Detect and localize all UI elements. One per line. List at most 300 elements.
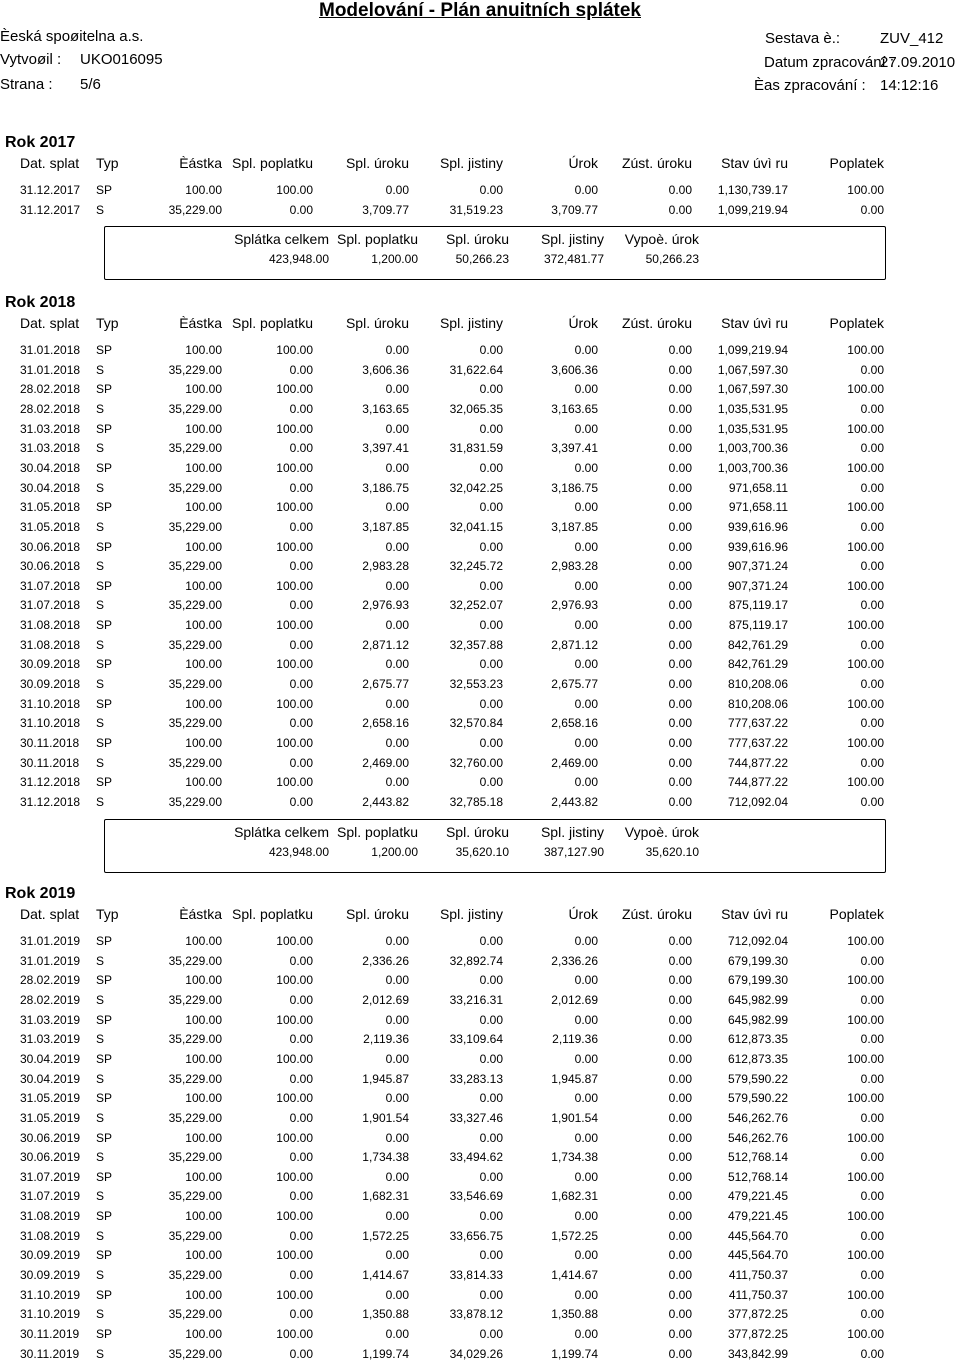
cell-interest: 3,186.75 <box>551 480 598 495</box>
cell-date: 31.08.2019 <box>20 1209 81 1224</box>
cell-interest: 0.00 <box>574 421 598 436</box>
column-header-type: Typ <box>96 906 119 922</box>
cell-loan-balance: 1,067,597.30 <box>717 382 788 397</box>
cell-amount: 35,229.00 <box>168 1268 222 1283</box>
cell-remaining-interest: 0.00 <box>668 775 692 790</box>
cell-amount: 35,229.00 <box>168 1346 222 1361</box>
table-row <box>0 1072 960 1092</box>
cell-loan-balance: 777,637.22 <box>727 736 788 750</box>
summary-value-fee-payment: 1,200.00 <box>371 252 418 267</box>
cell-fee-payment: 100.00 <box>276 775 313 790</box>
cell-interest-payment: 0.00 <box>385 1287 409 1302</box>
table-row <box>0 756 960 776</box>
cell-type: S <box>96 1307 105 1322</box>
cell-interest: 3,606.36 <box>551 362 598 377</box>
cell-interest: 0.00 <box>574 460 598 475</box>
cell-remaining-interest: 0.00 <box>668 441 692 456</box>
cell-loan-balance: 445,564.70 <box>727 1248 788 1263</box>
cell-date: 31.08.2018 <box>20 637 81 652</box>
page-label: Strana : <box>0 76 53 93</box>
cell-principal-payment: 0.00 <box>479 500 503 515</box>
cell-fee-payment: 0.00 <box>289 992 313 1007</box>
cell-remaining-interest: 0.00 <box>668 1268 692 1283</box>
year-title: Rok 2017 <box>5 134 76 151</box>
cell-principal-payment: 0.00 <box>479 183 503 197</box>
cell-date: 28.02.2018 <box>20 401 81 416</box>
cell-loan-balance: 939,616.96 <box>727 539 788 554</box>
cell-loan-balance: 546,262.76 <box>727 1110 788 1125</box>
cell-fee-payment: 0.00 <box>289 953 313 968</box>
cell-type: SP <box>96 539 113 554</box>
cell-remaining-interest: 0.00 <box>668 1248 692 1263</box>
table-row <box>0 1032 960 1052</box>
cell-date: 30.11.2019 <box>20 1327 80 1341</box>
table-row <box>0 1170 960 1190</box>
cell-fee-payment: 0.00 <box>289 1110 313 1125</box>
column-header-fee-payment: Spl. poplatku <box>232 906 313 922</box>
table-row <box>0 461 960 481</box>
cell-type: S <box>96 559 105 574</box>
cell-date: 31.10.2019 <box>20 1307 81 1322</box>
cell-fee-payment: 100.00 <box>276 382 313 397</box>
column-header-row <box>0 906 960 926</box>
cell-interest-payment: 0.00 <box>385 382 409 397</box>
cell-remaining-interest: 0.00 <box>668 500 692 515</box>
cell-principal-payment: 33,546.69 <box>449 1189 503 1204</box>
cell-amount: 100.00 <box>185 736 222 750</box>
cell-fee: 100.00 <box>847 1012 884 1027</box>
cell-date: 30.06.2019 <box>20 1150 81 1165</box>
cell-fee: 0.00 <box>860 480 884 495</box>
cell-type: S <box>96 598 105 613</box>
cell-amount: 100.00 <box>185 1209 222 1224</box>
cell-loan-balance: 971,658.11 <box>728 500 788 515</box>
cell-type: S <box>96 716 105 731</box>
cell-loan-balance: 479,221.45 <box>727 1189 788 1204</box>
cell-interest: 1,199.74 <box>551 1346 598 1361</box>
cell-loan-balance: 411,750.37 <box>728 1287 788 1302</box>
column-header-fee: Poplatek <box>829 155 884 171</box>
cell-date: 31.10.2018 <box>20 716 81 731</box>
cell-principal-payment: 32,357.88 <box>449 637 503 652</box>
cell-fee: 100.00 <box>847 1169 884 1184</box>
table-row <box>0 1248 960 1268</box>
cell-remaining-interest: 0.00 <box>668 183 692 197</box>
cell-fee: 0.00 <box>860 1307 884 1322</box>
cell-type: SP <box>96 1051 113 1066</box>
cell-remaining-interest: 0.00 <box>668 1346 692 1361</box>
cell-loan-balance: 1,003,700.36 <box>717 441 788 456</box>
cell-principal-payment: 0.00 <box>479 578 503 593</box>
cell-fee-payment: 100.00 <box>276 1091 313 1106</box>
cell-interest: 0.00 <box>574 657 598 672</box>
cell-loan-balance: 445,564.70 <box>727 1228 788 1243</box>
cell-fee: 100.00 <box>847 460 884 475</box>
cell-date: 30.11.2018 <box>20 755 80 770</box>
cell-fee: 0.00 <box>860 1110 884 1125</box>
cell-amount: 35,229.00 <box>168 362 222 377</box>
cell-remaining-interest: 0.00 <box>668 559 692 574</box>
cell-amount: 100.00 <box>185 578 222 593</box>
summary-header-computed-interest: Vypoè. úrok <box>624 823 699 840</box>
cell-date: 28.02.2019 <box>20 992 81 1007</box>
cell-fee-payment: 100.00 <box>276 1169 313 1184</box>
cell-interest: 0.00 <box>574 973 598 988</box>
cell-amount: 100.00 <box>185 775 222 790</box>
cell-date: 30.06.2018 <box>20 539 81 554</box>
column-header-row <box>0 155 960 175</box>
cell-remaining-interest: 0.00 <box>668 382 692 397</box>
cell-fee-payment: 0.00 <box>289 1150 313 1165</box>
cell-fee: 100.00 <box>847 934 884 948</box>
cell-principal-payment: 32,245.72 <box>449 559 503 574</box>
cell-loan-balance: 1,130,739.17 <box>717 183 788 197</box>
cell-interest-payment: 1,901.54 <box>362 1110 409 1125</box>
cell-interest-payment: 0.00 <box>385 1130 409 1145</box>
cell-principal-payment: 33,878.12 <box>449 1307 503 1322</box>
cell-type: SP <box>96 343 113 357</box>
cell-date: 31.05.2018 <box>20 500 81 515</box>
cell-remaining-interest: 0.00 <box>668 1091 692 1106</box>
table-row <box>0 1229 960 1249</box>
summary-value-computed-interest: 50,266.23 <box>645 252 699 267</box>
cell-fee: 0.00 <box>860 716 884 731</box>
cell-date: 30.06.2019 <box>20 1130 81 1145</box>
cell-amount: 100.00 <box>185 343 222 357</box>
cell-date: 31.05.2019 <box>20 1091 81 1106</box>
cell-amount: 100.00 <box>185 382 222 397</box>
cell-type: S <box>96 519 105 534</box>
table-row <box>0 954 960 974</box>
table-row <box>0 481 960 501</box>
cell-amount: 35,229.00 <box>168 953 222 968</box>
cell-amount: 35,229.00 <box>168 519 222 534</box>
table-row <box>0 382 960 402</box>
cell-type: SP <box>96 421 113 436</box>
cell-remaining-interest: 0.00 <box>668 736 692 750</box>
cell-principal-payment: 0.00 <box>479 460 503 475</box>
cell-fee: 100.00 <box>847 775 884 790</box>
cell-type: S <box>96 992 105 1007</box>
cell-interest-payment: 1,350.88 <box>362 1307 409 1322</box>
cell-amount: 35,229.00 <box>168 677 222 692</box>
cell-interest: 0.00 <box>574 736 598 750</box>
cell-date: 31.12.2017 <box>20 202 81 217</box>
cell-principal-payment: 33,494.62 <box>449 1150 503 1165</box>
cell-remaining-interest: 0.00 <box>668 519 692 534</box>
cell-fee-payment: 100.00 <box>276 1287 313 1302</box>
cell-principal-payment: 32,042.25 <box>449 480 503 495</box>
cell-loan-balance: 744,877.22 <box>727 775 788 790</box>
table-row <box>0 1052 960 1072</box>
cell-loan-balance: 907,371.24 <box>727 559 788 574</box>
cell-amount: 100.00 <box>185 1248 222 1263</box>
cell-type: SP <box>96 1130 113 1145</box>
cell-interest: 2,983.28 <box>551 559 598 574</box>
cell-interest: 1,945.87 <box>551 1071 598 1086</box>
page-value: 5/6 <box>80 76 101 93</box>
cell-type: S <box>96 637 105 652</box>
cell-principal-payment: 33,327.46 <box>449 1110 503 1125</box>
cell-interest: 1,572.25 <box>551 1228 598 1243</box>
cell-interest-payment: 0.00 <box>385 460 409 475</box>
column-header-fee: Poplatek <box>829 315 884 331</box>
cell-remaining-interest: 0.00 <box>668 1071 692 1086</box>
cell-interest: 2,871.12 <box>551 637 598 652</box>
column-header-fee-payment: Spl. poplatku <box>232 155 313 171</box>
cell-fee: 100.00 <box>847 1287 884 1302</box>
table-row <box>0 559 960 579</box>
cell-amount: 100.00 <box>185 421 222 436</box>
cell-fee: 100.00 <box>847 343 884 357</box>
cell-interest: 3,397.41 <box>551 441 598 456</box>
cell-fee: 0.00 <box>860 992 884 1007</box>
cell-fee: 100.00 <box>847 973 884 988</box>
cell-amount: 100.00 <box>185 696 222 711</box>
cell-remaining-interest: 0.00 <box>668 1150 692 1165</box>
cell-fee-payment: 100.00 <box>276 696 313 711</box>
cell-loan-balance: 1,067,597.30 <box>717 362 788 377</box>
cell-interest-payment: 0.00 <box>385 1248 409 1263</box>
cell-remaining-interest: 0.00 <box>668 794 692 809</box>
cell-date: 30.04.2019 <box>20 1051 81 1066</box>
cell-amount: 100.00 <box>185 618 222 633</box>
cell-type: SP <box>96 1248 113 1263</box>
column-header-principal-payment: Spl. jistiny <box>439 155 503 171</box>
table-row <box>0 203 960 223</box>
table-row <box>0 1347 960 1366</box>
cell-interest-payment: 2,983.28 <box>362 559 409 574</box>
cell-interest-payment: 0.00 <box>385 1091 409 1106</box>
cell-date: 31.01.2019 <box>20 934 81 948</box>
cell-principal-payment: 0.00 <box>479 1209 503 1224</box>
cell-interest-payment: 1,682.31 <box>362 1189 409 1204</box>
cell-principal-payment: 0.00 <box>479 1248 503 1263</box>
cell-loan-balance: 679,199.30 <box>727 973 788 988</box>
cell-interest: 0.00 <box>574 618 598 633</box>
cell-remaining-interest: 0.00 <box>668 1228 692 1243</box>
cell-interest-payment: 3,606.36 <box>362 362 409 377</box>
cell-fee: 100.00 <box>847 1248 884 1263</box>
cell-date: 31.01.2019 <box>20 953 81 968</box>
cell-loan-balance: 810,208.06 <box>727 677 788 692</box>
cell-fee-payment: 100.00 <box>276 421 313 436</box>
cell-amount: 100.00 <box>185 934 222 948</box>
cell-type: SP <box>96 460 113 475</box>
cell-remaining-interest: 0.00 <box>668 1189 692 1204</box>
table-row <box>0 775 960 795</box>
cell-date: 30.09.2019 <box>20 1248 81 1263</box>
cell-type: S <box>96 1228 105 1243</box>
table-row <box>0 1288 960 1308</box>
created-by-label: Vytvoøil : <box>0 51 62 68</box>
table-row <box>0 402 960 422</box>
cell-loan-balance: 479,221.45 <box>727 1209 788 1224</box>
cell-fee-payment: 100.00 <box>276 578 313 593</box>
cell-fee-payment: 100.00 <box>276 183 313 197</box>
cell-fee: 0.00 <box>860 362 884 377</box>
cell-interest: 2,976.93 <box>551 598 598 613</box>
summary-header-interest-payment: Spl. úroku <box>445 823 509 840</box>
cell-amount: 100.00 <box>185 500 222 515</box>
cell-amount: 100.00 <box>185 1012 222 1027</box>
column-header-interest: Úrok <box>568 155 598 171</box>
cell-remaining-interest: 0.00 <box>668 1051 692 1066</box>
cell-type: SP <box>96 1091 113 1106</box>
cell-fee: 0.00 <box>860 1346 884 1361</box>
cell-principal-payment: 33,283.13 <box>449 1071 503 1086</box>
cell-amount: 100.00 <box>185 1051 222 1066</box>
cell-principal-payment: 0.00 <box>479 421 503 436</box>
cell-remaining-interest: 0.00 <box>668 953 692 968</box>
column-header-interest-payment: Spl. úroku <box>345 315 409 331</box>
cell-interest-payment: 3,187.85 <box>362 519 409 534</box>
cell-loan-balance: 939,616.96 <box>727 519 788 534</box>
cell-date: 31.03.2018 <box>20 421 81 436</box>
cell-principal-payment: 0.00 <box>479 1287 503 1302</box>
cell-loan-balance: 1,003,700.36 <box>717 460 788 475</box>
cell-remaining-interest: 0.00 <box>668 973 692 988</box>
cell-fee-payment: 0.00 <box>289 1071 313 1086</box>
cell-principal-payment: 32,570.84 <box>449 716 503 731</box>
cell-principal-payment: 32,041.15 <box>449 519 503 534</box>
cell-type: S <box>96 1268 105 1283</box>
summary-value-interest-payment: 35,620.10 <box>455 844 509 859</box>
cell-fee-payment: 0.00 <box>289 480 313 495</box>
cell-interest: 2,012.69 <box>551 992 598 1007</box>
cell-interest-payment: 0.00 <box>385 539 409 554</box>
cell-remaining-interest: 0.00 <box>668 992 692 1007</box>
cell-loan-balance: 712,092.04 <box>727 934 788 948</box>
cell-interest-payment: 0.00 <box>385 183 409 197</box>
cell-type: S <box>96 202 105 217</box>
cell-type: SP <box>96 1209 113 1224</box>
summary-value-interest-payment: 50,266.23 <box>455 252 509 267</box>
cell-amount: 35,229.00 <box>168 559 222 574</box>
cell-principal-payment: 0.00 <box>479 696 503 711</box>
cell-fee-payment: 0.00 <box>289 1268 313 1283</box>
cell-date: 31.03.2019 <box>20 1012 81 1027</box>
cell-principal-payment: 32,892.74 <box>449 953 503 968</box>
cell-interest-payment: 0.00 <box>385 1169 409 1184</box>
cell-date: 31.07.2019 <box>20 1169 81 1184</box>
cell-interest-payment: 1,199.74 <box>362 1346 409 1361</box>
cell-amount: 35,229.00 <box>168 480 222 495</box>
cell-interest: 3,709.77 <box>551 202 598 217</box>
summary-header-principal-payment: Spl. jistiny <box>540 231 604 248</box>
cell-interest-payment: 0.00 <box>385 1051 409 1066</box>
summary-value-fee-payment: 1,200.00 <box>371 844 418 859</box>
cell-principal-payment: 33,216.31 <box>449 992 503 1007</box>
cell-amount: 35,229.00 <box>168 1307 222 1322</box>
cell-type: SP <box>96 1327 113 1341</box>
cell-interest-payment: 3,709.77 <box>362 202 409 217</box>
cell-interest-payment: 2,658.16 <box>362 716 409 731</box>
cell-amount: 35,229.00 <box>168 1150 222 1165</box>
year-title: Rok 2019 <box>5 885 76 902</box>
cell-date: 31.10.2018 <box>20 696 81 711</box>
column-header-row <box>0 315 960 335</box>
cell-principal-payment: 0.00 <box>479 973 503 988</box>
summary-value-principal-payment: 372,481.77 <box>543 252 604 267</box>
cell-loan-balance: 712,092.04 <box>727 794 788 809</box>
cell-interest-payment: 0.00 <box>385 578 409 593</box>
cell-interest-payment: 2,119.36 <box>363 1032 409 1047</box>
cell-type: SP <box>96 973 113 988</box>
cell-fee-payment: 100.00 <box>276 1051 313 1066</box>
cell-interest-payment: 0.00 <box>385 934 409 948</box>
cell-loan-balance: 1,035,531.95 <box>717 401 788 416</box>
cell-loan-balance: 579,590.22 <box>727 1091 788 1106</box>
summary-header-total-payment: Splátka celkem <box>234 823 329 840</box>
cell-interest: 0.00 <box>574 1327 598 1341</box>
cell-loan-balance: 842,761.29 <box>727 657 788 672</box>
cell-fee-payment: 100.00 <box>276 539 313 554</box>
cell-loan-balance: 612,873.35 <box>727 1051 788 1066</box>
cell-amount: 100.00 <box>185 1327 222 1341</box>
cell-fee: 0.00 <box>860 1268 884 1283</box>
cell-fee-payment: 0.00 <box>289 519 313 534</box>
table-row <box>0 934 960 954</box>
summary-value-computed-interest: 35,620.10 <box>645 844 699 859</box>
cell-date: 31.12.2017 <box>20 183 81 197</box>
column-header-principal-payment: Spl. jistiny <box>439 315 503 331</box>
cell-interest: 2,675.77 <box>551 677 598 692</box>
cell-interest: 1,350.88 <box>551 1307 598 1322</box>
column-header-amount: Èástka <box>179 155 222 171</box>
cell-date: 28.02.2018 <box>20 382 81 397</box>
cell-date: 31.01.2018 <box>20 343 81 357</box>
cell-fee-payment: 0.00 <box>289 794 313 809</box>
cell-principal-payment: 31,831.59 <box>449 441 503 456</box>
table-row <box>0 1268 960 1288</box>
cell-principal-payment: 31,519.23 <box>449 202 503 217</box>
cell-fee-payment: 0.00 <box>289 637 313 652</box>
cell-date: 30.09.2018 <box>20 657 81 672</box>
cell-amount: 35,229.00 <box>168 1032 222 1047</box>
cell-date: 30.04.2018 <box>20 460 81 475</box>
cell-amount: 100.00 <box>185 1130 222 1145</box>
cell-loan-balance: 1,099,219.94 <box>717 202 788 217</box>
cell-loan-balance: 512,768.14 <box>727 1169 788 1184</box>
cell-fee-payment: 0.00 <box>289 755 313 770</box>
cell-remaining-interest: 0.00 <box>668 578 692 593</box>
cell-type: SP <box>96 934 113 948</box>
cell-interest-payment: 2,871.12 <box>362 637 409 652</box>
cell-fee-payment: 0.00 <box>289 1346 313 1361</box>
cell-loan-balance: 612,873.35 <box>727 1032 788 1047</box>
cell-type: SP <box>96 1287 113 1302</box>
column-header-type: Typ <box>96 315 119 331</box>
cell-amount: 35,229.00 <box>168 1228 222 1243</box>
column-header-remaining-interest: Zúst. úroku <box>621 315 692 331</box>
cell-fee-payment: 100.00 <box>276 460 313 475</box>
cell-type: S <box>96 1071 105 1086</box>
cell-amount: 100.00 <box>185 460 222 475</box>
cell-loan-balance: 512,768.14 <box>727 1150 788 1165</box>
cell-interest-payment: 3,163.65 <box>362 401 409 416</box>
cell-fee: 0.00 <box>860 953 884 968</box>
cell-interest: 2,336.26 <box>551 953 598 968</box>
table-row <box>0 697 960 717</box>
cell-remaining-interest: 0.00 <box>668 637 692 652</box>
cell-interest: 1,414.67 <box>551 1268 598 1283</box>
cell-interest: 0.00 <box>574 1169 598 1184</box>
cell-amount: 100.00 <box>185 1287 222 1302</box>
cell-loan-balance: 411,750.37 <box>728 1268 788 1283</box>
cell-interest: 0.00 <box>574 500 598 515</box>
created-by-value: UKO016095 <box>80 51 163 68</box>
